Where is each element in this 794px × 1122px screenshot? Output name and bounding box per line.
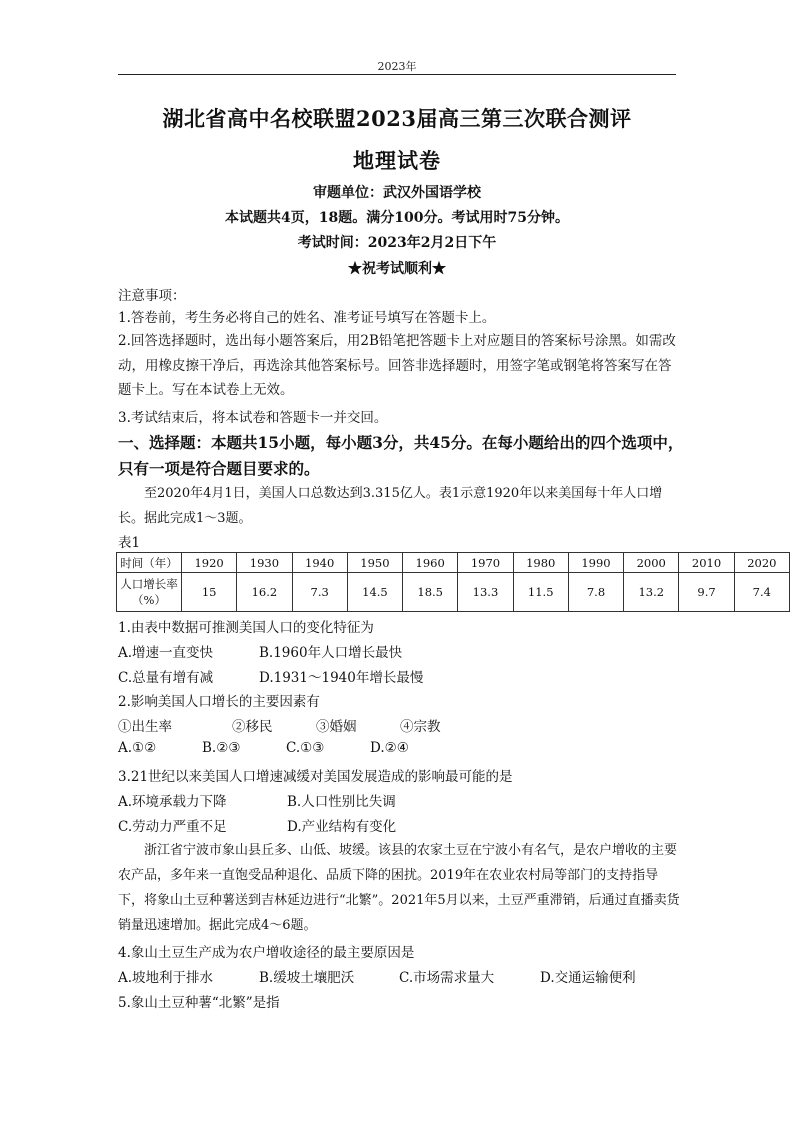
question-1-stem: 1.由表中数据可推测美国人口的变化特征为 — [118, 620, 374, 636]
table-cell-rate: 18.5 — [403, 573, 458, 612]
good-luck-line: ★祝考试顺利★ — [348, 261, 446, 277]
table-header-year: 时间（年） — [117, 553, 182, 573]
table-row-years — [117, 553, 790, 573]
question-3-option-b: B.人口性别比失调 — [287, 794, 396, 810]
question-1-option-d: D.1931～1940年增长最慢 — [259, 670, 424, 686]
table-cell-year: 1930 — [237, 553, 292, 573]
question-1-option-c: C.总量有增有减 — [118, 670, 214, 686]
passage-1: 至2020年4月1日，美国人口总数达到3.315亿人。表1示意1920年以来美国每十年人口增长。据此完成1～3题。 — [118, 486, 663, 526]
table-cell-year: 2020 — [734, 553, 789, 573]
question-2-stem: 2.影响美国人口增长的主要因素有 — [118, 694, 320, 710]
question-4-option-d: D.交通运输便利 — [540, 970, 636, 986]
note-3: 3.考试结束后，将本试卷和答题卡一并交回。 — [118, 410, 388, 426]
question-4-option-a: A.坡地利于排水 — [118, 970, 214, 986]
table-cell-year: 1960 — [403, 553, 458, 573]
note-1: 1.答卷前，考生务必将自己的姓名、准考证号填写在答题卡上。 — [118, 310, 496, 326]
table-cell-rate: 7.8 — [568, 573, 623, 612]
question-4-option-c: C.市场需求量大 — [399, 970, 495, 986]
question-3-option-d: D.产业结构有变化 — [287, 819, 397, 835]
table-cell-year: 2000 — [624, 553, 679, 573]
exam-subject: 地理试卷 — [353, 148, 441, 173]
question-5-stem: 5.象山土豆种薯“北繁”是指 — [118, 995, 280, 1011]
exam-summary: 本试题共4页，18题。满分100分。考试用时75分钟。 — [225, 210, 569, 226]
table-cell-year: 1950 — [347, 553, 402, 573]
question-2-option-b: B.②③ — [202, 740, 241, 756]
table-cell-rate: 13.2 — [624, 573, 679, 612]
passage-2: 浙江省宁波市象山县丘多、山低、坡缓。该县的农家土豆在宁波小有名气，是农户增收的主要农产品，多年来一直饱受品种退化、品质下降的困扰。2019年在农业农村局等部门的支持指导下，将象山土豆种薯送到吉林延边进行“北繁”。2021年5月以来，土豆严重滞销，后通过直播卖货销量迅速增加。据此完成4～6题。 — [118, 843, 680, 933]
question-4-stem: 4.象山土豆生产成为农户增收途径的最主要原因是 — [118, 945, 415, 961]
note-2: 2.回答选择题时，选出每小题答案后，用2B铅笔把答题卡上对应题目的答案标号涂黑。如需改动，用橡皮擦干净后，再选涂其他答案标号。回答非选择题时，用签字笔或钢笔将答案写在答题卡上。写在本试卷上无效。 — [118, 333, 676, 398]
exam-time: 考试时间：2023年2月2日下午 — [297, 235, 497, 251]
question-3-option-c: C.劳动力严重不足 — [118, 819, 227, 835]
exam-title: 湖北省高中名校联盟2023届高三第三次联合测评 — [162, 106, 632, 131]
table-cell-rate: 7.3 — [292, 573, 347, 612]
section-1-heading: 一、选择题：本题共15小题，每小题3分，共45分。在每小题给出的四个选项中，只有一项是符合题目要求的。 — [118, 433, 684, 478]
running-header: 2023年 — [377, 60, 417, 73]
table-cell-rate: 16.2 — [237, 573, 292, 612]
table-caption: 表1 — [118, 535, 141, 551]
notes-heading: 注意事项： — [118, 288, 186, 304]
header-rule — [118, 74, 676, 75]
question-3-stem: 3.21世纪以来美国人口增速减缓对美国发展造成的影响最可能的是 — [118, 769, 513, 785]
table-cell-year: 2010 — [679, 553, 734, 573]
table-row-rates — [117, 573, 790, 612]
question-2-factor-3: ③婚姻 — [316, 719, 357, 735]
review-unit: 审题单位：武汉外国语学校 — [313, 185, 481, 201]
table-cell-year: 1940 — [292, 553, 347, 573]
question-1-option-a: A.增速一直变快 — [118, 645, 214, 661]
table-cell-year: 1920 — [182, 553, 237, 573]
question-2-factor-4: ④宗教 — [400, 719, 441, 735]
question-2-option-d: D.②④ — [370, 740, 409, 756]
table-cell-year: 1980 — [513, 553, 568, 573]
question-2-option-c: C.①③ — [286, 740, 325, 756]
question-2-factor-2: ②移民 — [232, 719, 273, 735]
population-growth-table — [116, 552, 790, 612]
question-2-factor-1: ①出生率 — [118, 719, 172, 735]
table-cell-rate: 14.5 — [347, 573, 402, 612]
table-cell-rate: 9.7 — [679, 573, 734, 612]
table-cell-rate: 11.5 — [513, 573, 568, 612]
table-cell-year: 1970 — [458, 553, 513, 573]
table-header-rate: 人口增长率（%） — [117, 573, 182, 612]
question-2-option-a: A.①② — [118, 740, 157, 756]
table-cell-year: 1990 — [568, 553, 623, 573]
question-1-option-b: B.1960年人口增长最快 — [259, 645, 403, 661]
table-cell-rate: 13.3 — [458, 573, 513, 612]
question-4-option-b: B.缓坡土壤肥沃 — [259, 970, 355, 986]
question-3-option-a: A.环境承载力下降 — [118, 794, 227, 810]
table-cell-rate: 7.4 — [734, 573, 789, 612]
table-cell-rate: 15 — [182, 573, 237, 612]
